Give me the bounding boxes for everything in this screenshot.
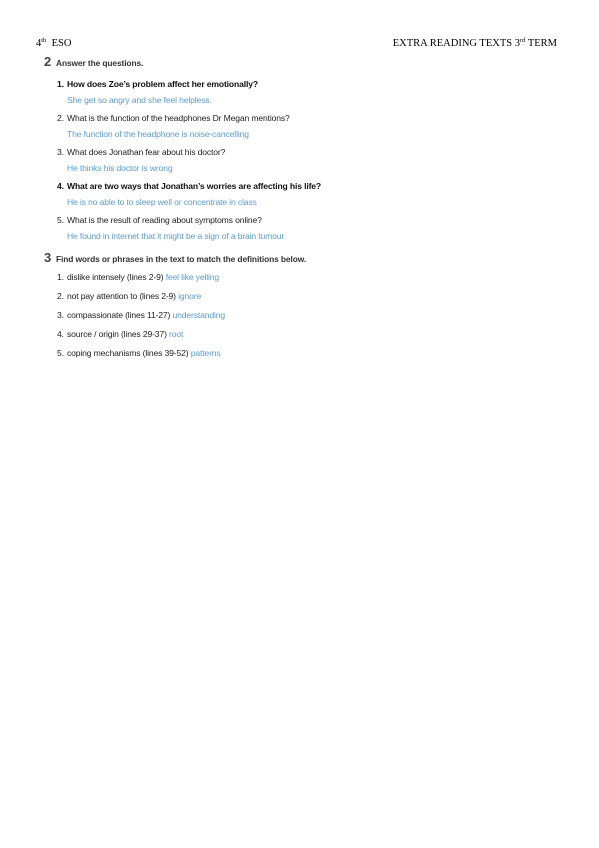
section-title: Answer the questions.: [56, 58, 144, 68]
answer-text: patterns: [190, 348, 221, 358]
definition-item: 3. compassionate (lines 11-27) understanding: [57, 310, 226, 320]
answer-text: The function of the headphone is noise-cancelling: [67, 129, 249, 139]
header-right: EXTRA READING TEXTS 3rd TERM: [392, 37, 557, 49]
section-number: 3: [44, 250, 52, 265]
answer-text: feel like yelling: [165, 272, 220, 282]
section-title: Find words or phrases in the text to match the definitions below.: [56, 254, 307, 264]
answer-text: ignore: [178, 291, 202, 301]
definition-item: 4. source / origin (lines 29-37) root: [57, 329, 184, 339]
section-2: [44, 54, 564, 241]
definition-item: 1. dislike intensely (lines 2-9) feel like yelling: [57, 272, 220, 282]
question-item: 4. What are two ways that Jonathan’s worries are affecting his life?: [57, 181, 322, 191]
section-3-heading: [44, 250, 564, 265]
answer-text: She get so angry and she feel helpless.: [67, 95, 212, 105]
definition-item: 2. not pay attention to (lines 2-9) ignore: [57, 291, 202, 301]
header-left: 4th ESO: [36, 37, 72, 49]
answer-text: root: [169, 329, 184, 339]
answer-text: He is no able to to sleep well or concentrate in class: [67, 197, 257, 207]
definition-item: 5. coping mechanisms (lines 39-52) patterns: [57, 348, 221, 358]
page-header: [36, 37, 557, 49]
section-3: [44, 250, 564, 358]
answer-text: He thinks his doctor is wrong: [67, 163, 173, 173]
question-item: 3. What does Jonathan fear about his doctor?: [57, 147, 226, 157]
answer-text: He found in internet that it might be a sign of a brain tumour: [67, 231, 285, 241]
question-item: 2. What is the function of the headphones Dr Megan mentions?: [57, 113, 290, 123]
question-item: 1. How does Zoe’s problem affect her emotionally?: [57, 79, 258, 89]
section-number: 2: [44, 54, 52, 69]
answer-text: understanding: [172, 310, 226, 320]
question-item: 5. What is the result of reading about symptoms online?: [57, 215, 262, 225]
section-2-heading: [44, 54, 564, 69]
